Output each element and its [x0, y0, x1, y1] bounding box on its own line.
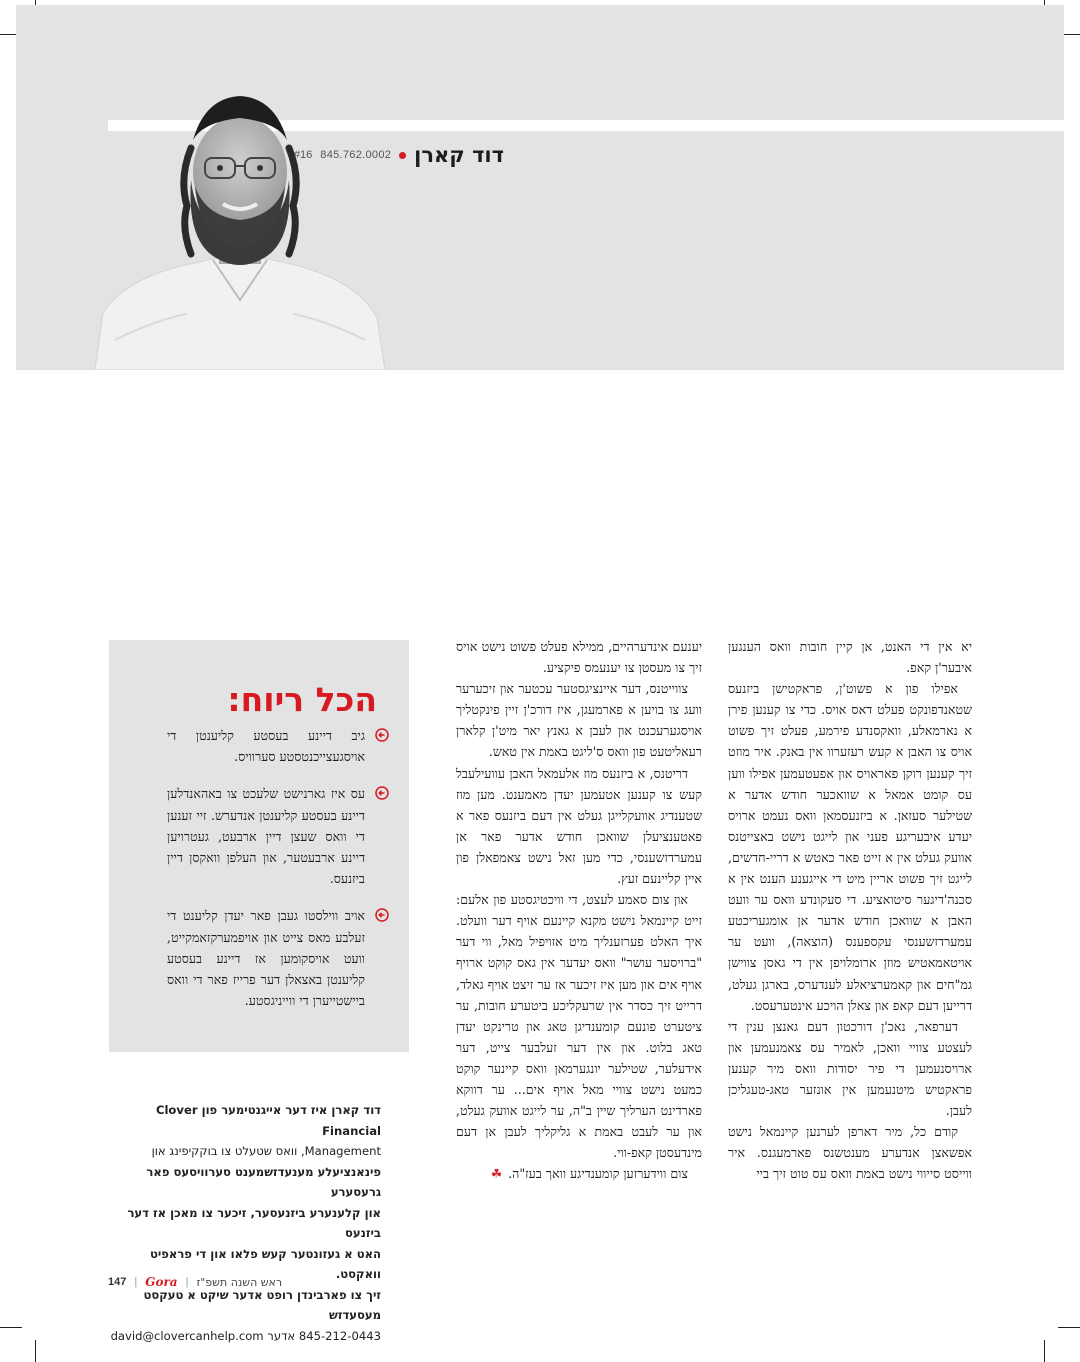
crop-mark — [35, 1340, 36, 1362]
list-item-text: אויב ווילסטו געבן פאר יעדן קליענט די זעלבע מאס צייט און אויפמערקזאמקייט, וועט אויסקומען אז דיינע בעסטע קליענטן באצאלן דער פרייז פאר די וואס ביישטייערן די ווייניגסטע. — [167, 908, 365, 1009]
page-number: 147 — [108, 1276, 127, 1288]
bio-line: פינאנציעלע מענעדזשמענט סערוויסעס פאר גרעסערע — [146, 1164, 381, 1199]
author-byline — [294, 143, 504, 167]
paragraph: אפילו פון א פשוט'ן, פראקטישן ביזנעס שטאנדפונקט פעלט דאס אויס. כדי צו קענען פירן א נארמאלע, וואקסנדע פירמע, פעלט זיך פשוט אויס צו האבן א קעש רעזערוו אין באנק. איר מוזט זיך קענען רוקן פאראויס און אפעטעמען אפילו ווען עס קומט אמאל א שוואכער חודש אדער א שטילער סעזאן. א ביזנעסמאן וואס נעמט ארויס יעדע איבעריגע פעני און לייגט נישט באצייטנס אוועק געלט אין א זייט פאר כאטש א דריי-חדשים, לייגט זיך פשוט אריין מיט די אייגענע הענט אין א סכנה'דיגער סיטואציע. די סעקונדע וואס ער וועט האבן א שוואכן חודש אדער אן אומגעריכטע עמערדזשענסי עקספענס (הוצאה), וועט ער אויטאמאטיש מוזן ארומלויפן אין די גאסן צווישן גמ"חים און קאמערציאלע לענדערס, בארגן געלט, דרייען דעם קאפ און צאלן הויכע אינטערעסט. — [728, 681, 972, 1013]
bio-line: דוד קארן איז דער אייגנטימער פון Clover Financial — [155, 1103, 381, 1138]
page-footer — [108, 1275, 282, 1289]
paragraph: יא אין די האנט, אן קיין חובות וואס הענגען איבער'ן קאפ. — [728, 639, 972, 676]
footer-divider: | — [134, 1276, 138, 1288]
article-column-2 — [456, 636, 702, 1184]
arrow-circle-icon — [375, 728, 389, 742]
paragraph: דערפאר, נאכ'ן דורכטון דעם גאנצן ענין די לעצטע צוויי וואכן, לאמיר עס צאמנעמען און ארויסנעמען די פיר יסודות וואס מיר קענען פראקטיש מיטנעמען אין אונזער טאג-טעגליכן לעבן. — [728, 1018, 972, 1119]
takeaways-sidebar — [109, 640, 409, 1052]
article-column-1 — [728, 636, 972, 1184]
crop-mark — [1058, 1327, 1080, 1328]
author-photo — [95, 88, 385, 370]
sidebar-list — [167, 725, 365, 1027]
bullet-dot-icon — [399, 152, 406, 159]
author-name: דוד קארן — [414, 143, 504, 167]
paragraph: קודם כל, מיר דארפן לערנען קיינמאל נישט אפשאצן אנדערע מענטשנס פארמעגנס. איר ווייסט סייווי נישט באמת וואס עס טוט זיך ביי — [728, 1124, 972, 1182]
list-item-text: עס איז גארנישט שלעכט צו באהאנדלען דיינע בעסטע קליענטן אנדערש. זיי זענען די וואס שעצן דיין ארבעט, געטרויען דיינע ארבעטער, און העלפן וואקסן דיין ביזנעס. — [167, 786, 365, 887]
footer-divider: | — [185, 1276, 189, 1288]
list-item — [167, 905, 365, 1011]
issue-name: ראש השנה תשפ"ז — [196, 1275, 283, 1289]
paragraph: און צום סאמע לעצט, די וויכטיגסטע פון אלעם: זייט קיינמאל נישט מקנא קיינעם אויף דער וועלט. איך האלט פערזענליך מיט אזויפיל מאל, ווי דער "ברויסער עושר" וואס יעדער אין גאס קוקט ארויף אויף אים און מען איז זיכער אז ער זיצט אויף גאלד, דרייט זיך כסדר אין שרעקליכע ביטערע חובות, ער ציטערט פונעם קומענדיגן טאג און טרינקט יעדן טאג בלוט. און אין דער זעלבער צייט, דער אידעלער, שטילער יונגערמאן וואס קיינער קוקט כמעט נישט צוויי מאל אויף אים... ער דווקא פארדינט הערליך שיין ב"ה, ער לייגט אוועק געלט, און ער לעבט באמת א גליקליך לעבן אן דעם מינדעסטן קאפ-ווי. — [456, 892, 702, 1161]
paragraph: צווייטנס, דער איינציגסטער עכטער און זיכערער וועג צו בויען א פארמעגן, איז דורכ'ן זיין פינקטליך אויסגערעכנט און לעבן א גאנץ יאר מיט'ן קלארן רעאליטעט פון וואס ס'ליגט באמת אין טאש. — [456, 681, 702, 760]
author-bio — [109, 1100, 381, 1346]
sidebar-title: הכל ריוח: — [227, 680, 377, 719]
crop-mark — [1044, 1340, 1045, 1362]
list-item — [167, 725, 365, 767]
closing-paragraph — [456, 1163, 702, 1184]
paragraph: יענעם אינדערהיים, ממילא פעלט פשוט נישט אויס זיך צו מעסטן צו יענעמס פיקציע. — [456, 639, 702, 676]
magazine-logo: Gora — [145, 1275, 178, 1289]
closing-text: צום ווידערזען קומענדיגע וואך בעז"ה. — [508, 1166, 688, 1182]
list-item-text: גיב דיינע בעסטע קליענטן די אויסגעצייכנטסטע סערוויס. — [167, 728, 365, 765]
author-phone: 845.762.0002 — [320, 149, 392, 161]
arrow-circle-icon — [375, 908, 389, 922]
list-item — [167, 783, 365, 889]
crop-mark — [0, 1327, 22, 1328]
bio-line: און קלענערע ביזנעסער, זיכער צו מאכן אז דער ביזנעס — [127, 1205, 381, 1240]
bio-contact: 845-212-0443 אדער david@clovercanhelp.com — [110, 1328, 381, 1343]
author-number: #16 — [293, 149, 313, 161]
bio-line: זיך צו פארבינדן רופט אדער שיקט א טעקסט מעסעדזש — [143, 1287, 381, 1322]
bio-line: האט א געזונטער קעש פלאו און די פראפיט וואקסט. — [149, 1246, 381, 1281]
end-mark-icon: ☘ — [490, 1166, 503, 1182]
bio-line: Management, וואס שטעלט צו בוקקיפינג און — [151, 1144, 381, 1158]
arrow-circle-icon — [375, 786, 389, 800]
paragraph: דריטנס, א ביזנעס מוז אלעמאל האבן עוועילעבל קעש צו קענען אטעמען יעדן מאמענט. מען מוז שטענדיג אוועקלייגן געלט אין דעם ביזנעס פאר א פאטענציעלן שוואכן חודש אדער פאר אן עמערדזשענסי, כדי מען זאל נישט צאמפאלן פון איין קליינעם זעץ. — [456, 765, 702, 887]
